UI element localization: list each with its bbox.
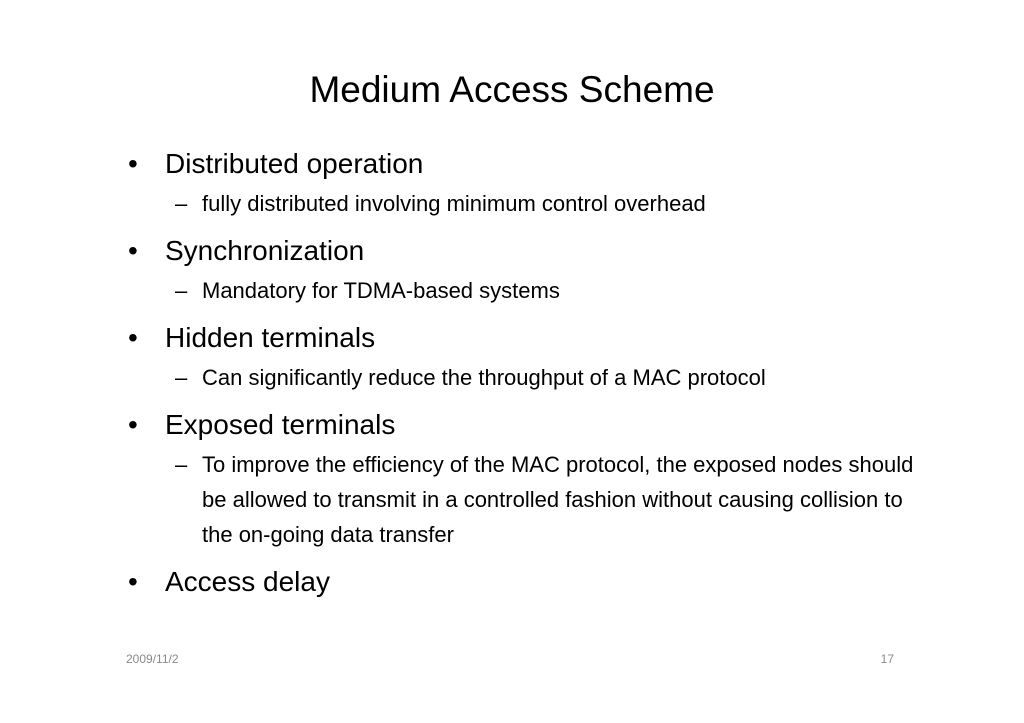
bullet-label: Exposed terminals — [165, 409, 396, 440]
footer-date: 2009/11/2 — [126, 652, 179, 666]
sub-item — [125, 186, 925, 221]
dash-mark: – — [175, 365, 188, 390]
sub-item-text: Can significantly reduce the throughput of a MAC protocol — [202, 365, 766, 390]
bullet-label: Hidden terminals — [165, 322, 376, 353]
bullet-label: Distributed operation — [165, 148, 424, 179]
sub-item — [125, 360, 925, 395]
sub-item-text: To improve the efficiency of the MAC protocol, the exposed nodes should be allowed to transmit in a controlled fashion without causing collision to the on-going data transfer — [202, 452, 914, 547]
footer-page-number: 17 — [880, 652, 894, 666]
bullet-item-synchronization — [125, 233, 925, 269]
bullet-label: Synchronization — [165, 235, 365, 266]
dash-mark: – — [175, 191, 188, 216]
sub-item — [125, 273, 925, 308]
dash-mark: – — [175, 278, 188, 303]
sub-item-text: Mandatory for TDMA-based systems — [202, 278, 560, 303]
bullet-list — [125, 146, 925, 600]
bullet-mark: • — [128, 148, 138, 179]
bullet-mark: • — [128, 409, 138, 440]
bullet-mark: • — [128, 322, 138, 353]
dash-mark: – — [175, 452, 188, 477]
bullet-item-access-delay — [125, 564, 925, 600]
bullet-mark: • — [128, 566, 138, 597]
sub-item — [125, 447, 925, 552]
bullet-mark: • — [128, 235, 138, 266]
bullet-item-hidden-terminals — [125, 320, 925, 356]
sub-item-text: fully distributed involving minimum control overhead — [202, 191, 706, 216]
bullet-item-distributed-operation — [125, 146, 925, 182]
bullet-label: Access delay — [165, 566, 330, 597]
slide-title: Medium Access Scheme — [309, 69, 715, 110]
bullet-item-exposed-terminals — [125, 407, 925, 443]
